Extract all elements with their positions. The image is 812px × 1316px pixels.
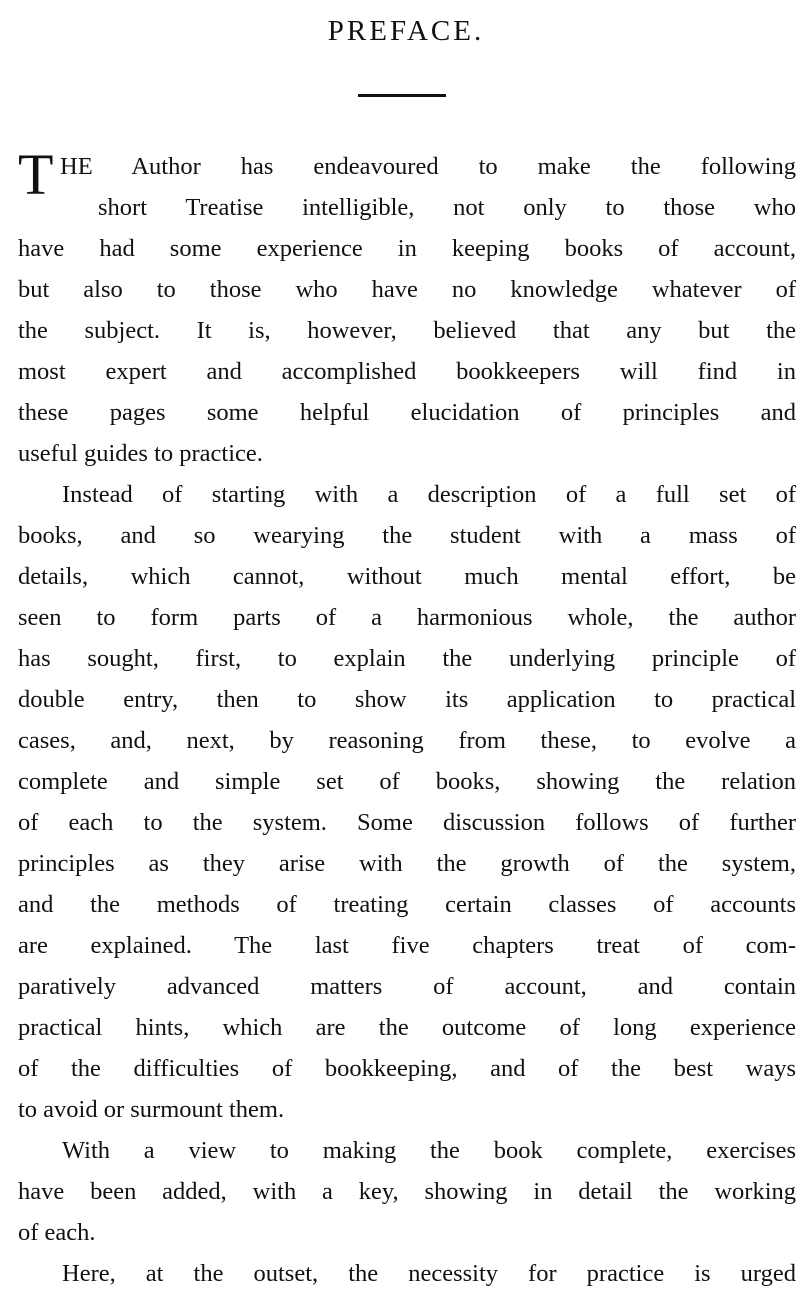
text-line: principles as they arise with the growth of the system, [18,850,796,877]
paragraph-1 [18,142,796,474]
text-line: the subject. It is, however, believed that any but the [18,317,796,344]
text-line: paratively advanced matters of account, and contain [18,973,796,1000]
text-line: are explained. The last five chapters treat of com- [18,932,796,959]
text-line: double entry, then to show its application to practical [18,686,796,713]
text-line: have had some experience in keeping books of account, [18,235,796,262]
text-line: books, and so wearying the student with a mass of [18,522,796,549]
drop-cap: T [18,142,54,207]
text-line: practical hints, which are the outcome of long experience [18,1014,796,1041]
paragraph-4 [18,1253,796,1294]
text-line: useful guides to practice. [18,440,263,467]
text-line: complete and simple set of books, showing the relation [18,768,796,795]
text-line: and the methods of treating certain classes of accounts [18,891,796,918]
preface-body [18,142,796,1294]
title-divider [358,94,446,97]
text-line: but also to those who have no knowledge whatever of [18,276,796,303]
paragraph-3 [18,1130,796,1253]
text-line: has sought, first, to explain the underlying principle of [18,645,796,672]
text-line: seen to form parts of a harmonious whole, the author [18,604,796,631]
text-line: Instead of starting with a description of a full set of [62,481,796,508]
text-line: most expert and accomplished bookkeepers will find in [18,358,796,385]
text-line: of each. [18,1219,96,1246]
text-line: cases, and, next, by reasoning from these, to evolve a [18,727,796,754]
text-line: of the difficulties of bookkeeping, and of the best ways [18,1055,796,1082]
text-line: to avoid or surmount them. [18,1096,285,1123]
text-line: have been added, with a key, showing in detail the working [18,1178,796,1205]
text-line: of each to the system. Some discussion follows of further [18,809,796,836]
text-line: HE Author has endeavoured to make the following [60,153,796,180]
text-line: details, which cannot, without much mental effort, be [18,563,796,590]
page-title: PREFACE. [327,15,485,47]
text-line: these pages some helpful elucidation of principles and [18,399,796,426]
text-line: short Treatise intelligible, not only to those who [98,194,796,221]
paragraph-2 [18,474,796,1130]
text-line: With a view to making the book complete, exercises [62,1137,796,1164]
text-line: Here, at the outset, the necessity for practice is urged [62,1260,796,1287]
